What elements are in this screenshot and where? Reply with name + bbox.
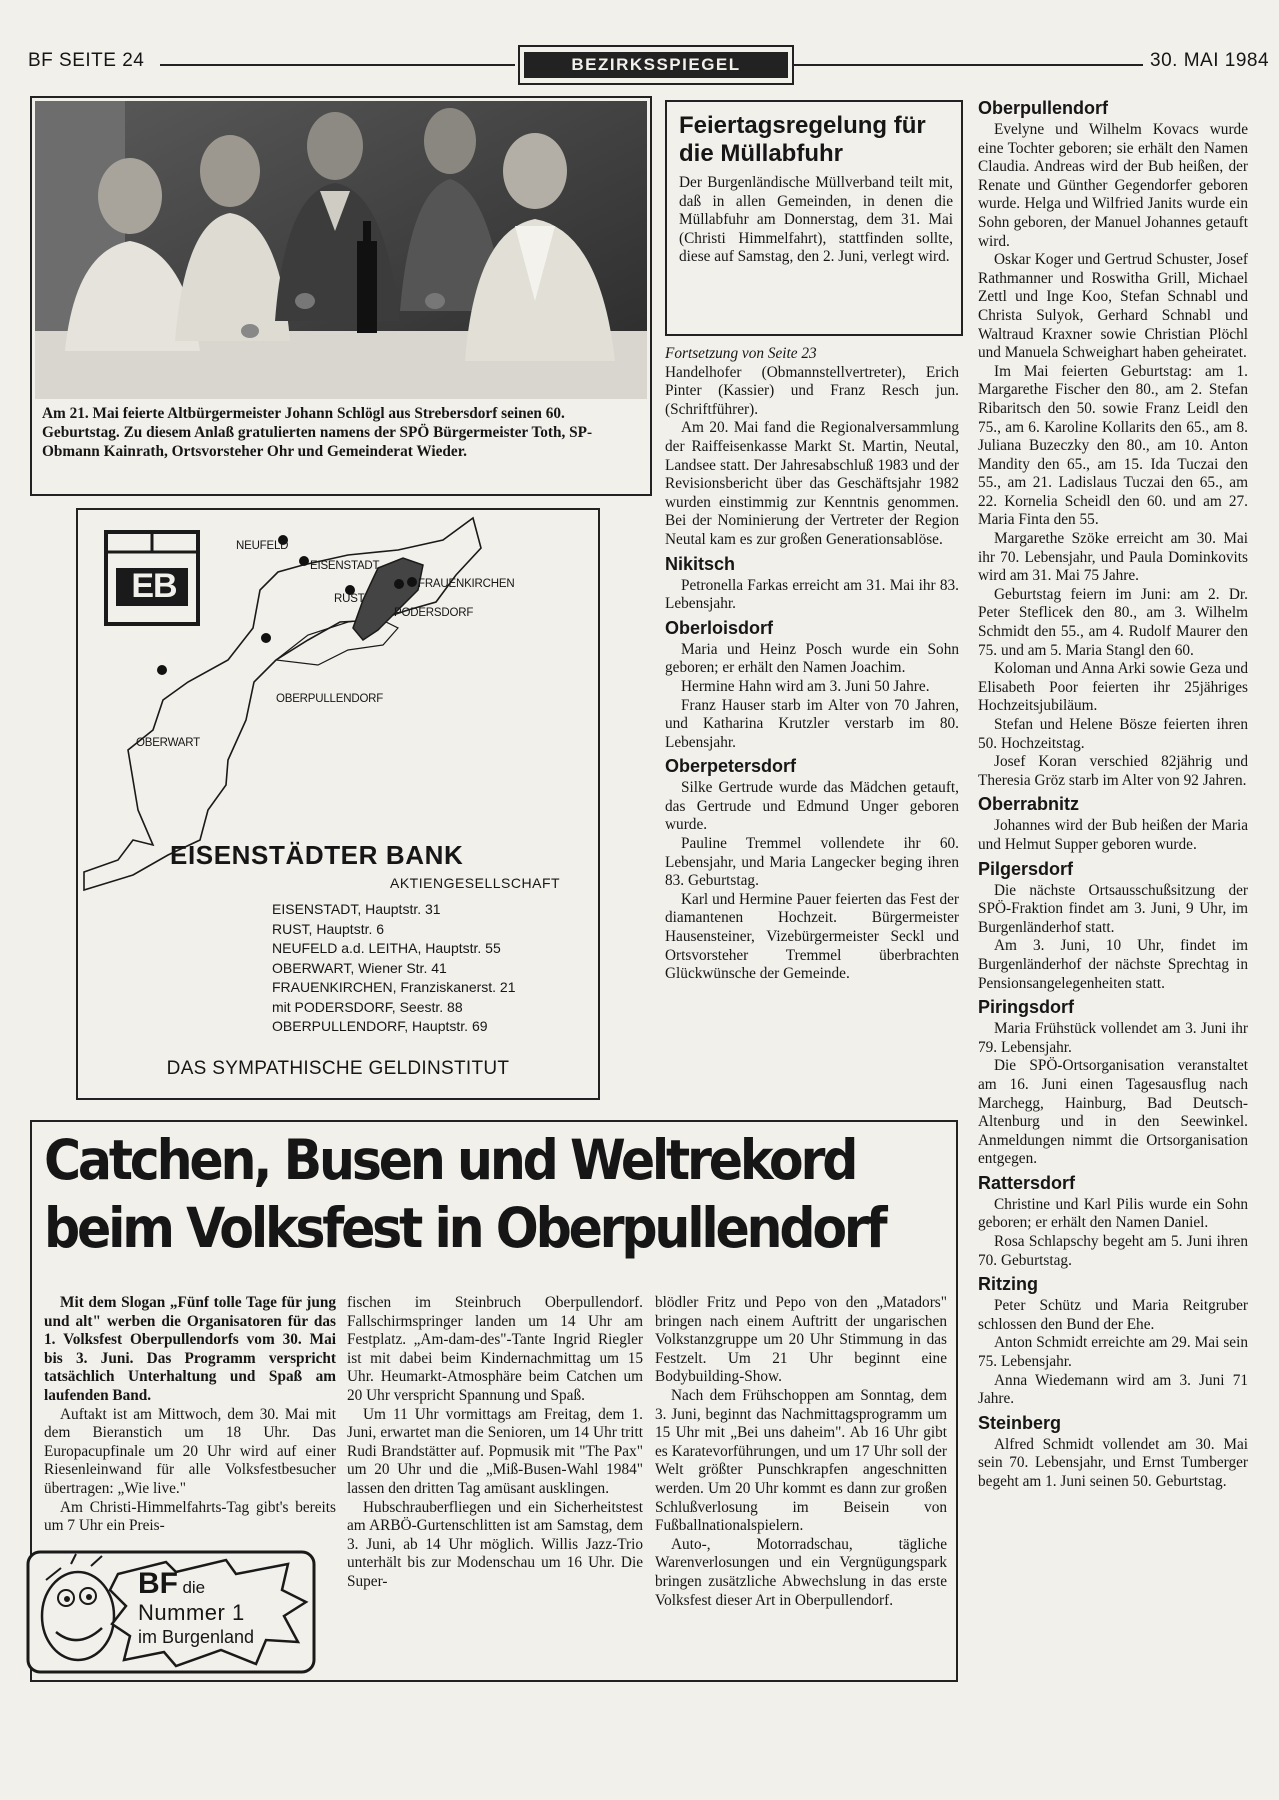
- paragraph: Die nächste Ortsausschußsitzung der SPÖ-Fraktion findet am 3. Juni, 9 Uhr, im Burgenländerhof statt.: [978, 881, 1248, 936]
- bank-address: OBERPULLENDORF, Hauptstr. 69: [272, 1018, 488, 1034]
- paragraph: Die SPÖ-Ortsorganisation veranstaltet am 16. Juni einen Tagesausflug nach Marchegg, Hainburg, Bad Deutsch-Altenburg und in den Seewinkel. Anmeldungen nimmt die Ortsorganisation entgegen.: [978, 1057, 1248, 1168]
- paragraph: Karl und Hermine Pauer feierten das Fest der diamantenen Hochzeit. Bürgermeister Hausensteiner, Vizebürgermeister Seckl und Ortsvorsteher Tremmel überbrachten Glückwünsche der Gemeinde.: [665, 890, 959, 983]
- paragraph: Anna Wiedemann wird am 3. Juni 71 Jahre.: [978, 1371, 1248, 1408]
- bank-slogan: DAS SYMPATHISCHE GELDINSTITUT: [166, 1058, 510, 1079]
- section-label-box: [518, 45, 794, 85]
- eb-logo: EB: [131, 566, 177, 605]
- feiertag-text: Der Burgenländische Müllverband teilt mit, daß in allen Gemeinden, in denen die Müllabfuhr am Donnerstag, dem 31. Mai (Christi Himmelfahrt), stattfinden sollte, diese auf Samstag, den 2. Juni, verlegt wird.: [679, 174, 953, 266]
- paragraph: Hermine Hahn wird am 3. Juni 50 Jahre.: [681, 677, 930, 695]
- paragraph: Josef Koran verschied 82jährig und Theresia Gröz starb im Alter von 92 Jahren.: [978, 753, 1248, 789]
- continuation-note: Fortsetzung von Seite 23: [665, 345, 817, 362]
- volksfest-article: [30, 1120, 958, 1682]
- heading-oberpetersdorf: Oberpetersdorf: [665, 756, 797, 777]
- article-headline: [44, 1126, 885, 1262]
- paragraph: Margarethe Szöke erreicht am 30. Mai ihr 70. Lebensjahr, und Paula Dominkovits wird am 31. Mai 75 Jahre.: [978, 530, 1248, 585]
- feiertag-notice: [665, 100, 963, 336]
- paragraph: Christine und Karl Pilis wurde ein Sohn geboren; er erhält den Namen Daniel.: [978, 1195, 1248, 1232]
- heading-oberrabnitz: Oberrabnitz: [978, 794, 1080, 815]
- right-column: [978, 94, 1248, 1492]
- map-labels: [78, 510, 598, 830]
- heading-nikitsch: Nikitsch: [665, 553, 736, 574]
- middle-column: [665, 345, 959, 984]
- header-rule-left: [160, 64, 515, 66]
- photo-caption: Am 21. Mai feierte Altbürgermeister Johann Schlögl aus Strebersdorf seinen 60. Geburtstag. Zu diesem Anlaß gratulierten namens der SPÖ Bürgermeister Toth, SP-Obmann Kainrath, Ortsvorsteher Ohr und Gemeinderat Wieder.: [42, 405, 593, 460]
- page-number: BF SEITE 24: [28, 50, 145, 71]
- city-oberwart: OBERWART: [136, 737, 201, 749]
- city-neufeld: NEUFELD: [236, 540, 289, 552]
- paragraph: Koloman und Anna Arki sowie Geza und Elisabeth Poor feierten ihr 25jähriges Hochzeitsjubiläum.: [978, 660, 1248, 715]
- heading-oberpullendorf: Oberpullendorf: [978, 98, 1108, 118]
- heading-ritzing: Ritzing: [978, 1274, 1038, 1295]
- bank-address: mit PODERSDORF, Seestr. 88: [272, 998, 463, 1015]
- paragraph: Peter Schütz und Maria Reitgruber schlossen den Bund der Ehe.: [978, 1297, 1248, 1333]
- paragraph: Im Mai feierten Geburtstag: am 1. Margarethe Fischer den 80., am 2. Stefan Ribaritsch den 50. sowie Franz Leidl den 75., am 6. Karoline Kollarits den 65., am 8. Juliana Buzeczky den 80., am 10. Anton Mandity den 65., am 15. Ida Tuczai den 55., am 21. Ladislaus Tuczai den 65., am 22. Kornelia Scheidl den 60. und am 27. Maria Finta den 55.: [978, 362, 1248, 529]
- paragraph: Auftakt ist am Mittwoch, dem 30. Mai mit dem Bieranstich um 18 Uhr. Das Europacupfinale um 20 Uhr wird auf einer Riesenleinwand für alle Volksfestbesucher übertragen: „Wie live.": [44, 1405, 336, 1497]
- bank-name: EISENSTÄDTER BANK: [170, 840, 464, 870]
- bank-address: OBERWART, Wiener Str. 41: [272, 959, 447, 976]
- birthday-photo: [35, 101, 647, 399]
- heading-oberloisdorf: Oberloisdorf: [665, 617, 774, 638]
- city-eisenstadt: EISENSTADT: [310, 560, 380, 572]
- bank-subtitle: AKTIENGESELLSCHAFT: [390, 875, 561, 891]
- paragraph: Pauline Tremmel vollendete ihr 60. Lebensjahr, und Maria Langecker beging ihren 83. Geburtstag.: [665, 835, 959, 890]
- paragraph: Geburtstag feiern im Juni: am 2. Dr. Peter Steflicek den 80., am 3. Wilhelm Schmidt den 55., am 4. Rudolf Maurer den 75. und am 5. Maria Stangl den 60.: [978, 585, 1248, 659]
- paragraph: Evelyne und Wilhelm Kovacs wurde eine Tochter geboren; sie erhält den Namen Claudia. Andreas wird der Bub heißen, der Renate und Günther Gegendorfer geboren wurde. Helga und Wilfried Janits wurde ein Sohn geboren, der Manuel Johannes getauft wird.: [978, 121, 1248, 250]
- headline-line-1: Catchen, Busen und Weltrekord: [44, 1128, 856, 1192]
- paragraph: Am 20. Mai fand die Regionalversammlung der Raiffeisenkasse Markt St. Martin, Neutal, Landsee statt. Der Jahresabschluß 1983 und der Revisionsbericht über das Geschäftsjahr 1982 wurden einstimmig zur Kenntnis genommen. Bei der Nominierung der Vertreter der Region Neutal kam es zur großen Generationsablöse.: [665, 419, 959, 548]
- paragraph: Handelhofer (Obmannstellvertreter), Erich Pinter (Kassier) und Franz Resch jun. (Schriftführer).: [665, 363, 959, 418]
- photo-box: [30, 96, 652, 496]
- bank-address: EISENSTADT, Hauptstr. 31: [272, 901, 441, 917]
- bank-advertisement: [76, 508, 600, 1100]
- section-label: BEZIRKSSPIEGEL: [524, 52, 788, 78]
- paragraph: Stefan und Helene Bösze feierten ihren 50. Hochzeitstag.: [978, 716, 1248, 752]
- paragraph: Rosa Schlapschy begeht am 5. Juni ihren 70. Geburtstag.: [978, 1233, 1248, 1269]
- paragraph: Um 11 Uhr vormittags am Freitag, dem 1. Juni, erwartet man die Senioren, um 14 Uhr tritt Rudi Brandstätter auf. Popmusik mit "The Pax" um 20 Uhr und die „Miß-Busen-Wahl 1984" lassen den dritten Tag amüsant ausklingen.: [347, 1405, 643, 1497]
- article-column-2: [347, 1294, 643, 1592]
- paragraph: Nach dem Frühschoppen am Sonntag, dem 3. Juni, beginnt das Nachmittagsprogramm um 15 Uhr mit „Bei uns daheim". Ab 16 Uhr gibt es Karatevorführungen, und um 17 Uhr soll der Welt größter Punschkrapfen angeschnitten werden. Um 20 Uhr kommt es dann zur großen Schlußverlosung im Beisein von Fußballnationalspielern.: [655, 1386, 947, 1535]
- bf-die-text: die: [182, 1578, 206, 1597]
- paragraph: Auto-, Motorradschau, tägliche Warenverlosungen und ein Vergnügungspark bringen zusätzliche Abwechslung in das erste Volksfest dieser Art in Oberpullendorf.: [655, 1535, 947, 1609]
- article-column-1: [44, 1294, 336, 1536]
- paragraph: Hubschrauberfliegen und ein Sicherheitstest am ARBÖ-Gurtenschlitten ist am Samstag, dem 3. Juni, ab 14 Uhr möglich. Willis Jazz-Trio unterhält bis zur Modenschau um 16 Uhr. Die Super-: [347, 1498, 643, 1590]
- issue-date: 30. MAI 1984: [1150, 50, 1270, 71]
- paragraph: Am 3. Juni, 10 Uhr, findet im Burgenländerhof der nächste Sprechtag in Pensionsangelegenheiten statt.: [978, 937, 1248, 992]
- bank-address: RUST, Hauptstr. 6: [272, 920, 385, 937]
- city-oberpullendorf: OBERPULLENDORF: [276, 693, 384, 705]
- paragraph: Maria Frühstück vollendet am 3. Juni ihr 79. Lebensjahr.: [978, 1020, 1248, 1056]
- feiertag-title: Feiertagsregelung für die Müllabfuhr: [679, 112, 926, 167]
- paragraph: Anton Schmidt erreichte am 29. Mai sein 75. Lebensjahr.: [978, 1334, 1248, 1371]
- city-rust: RUST: [334, 593, 365, 605]
- article-lead: Mit dem Slogan „Fünf tolle Tage für jung und alt" werben die Organisatoren für das 1. Volksfest Oberpullendorfs vom 30. Mai bis 3. Juni. Das Programm verspricht tatsächlich Unterhaltung und Spaß am laufenden Band.: [44, 1294, 336, 1404]
- header-rule-right: [793, 64, 1143, 66]
- bank-address: NEUFELD a.d. LEITHA, Hauptstr. 55: [272, 940, 501, 956]
- paragraph: Alfred Schmidt vollendet am 30. Mai sein 70. Lebensjahr, und Ernst Tumberger begeht am 1. Juni seinen 50. Geburtstag.: [978, 1435, 1248, 1490]
- bf-badge: [26, 1550, 316, 1674]
- city-podersdorf: PODERSDORF: [394, 607, 474, 619]
- bf-region: im Burgenland: [138, 1627, 255, 1647]
- heading-rattersdorf: Rattersdorf: [978, 1172, 1076, 1193]
- paragraph: fischen im Steinbruch Oberpullendorf. Fallschirmspringer landen um 14 Uhr am Festplatz. „Am-dam-des"-Tante Ingrid Riegler ist mit dabei beim Kindernachmittag um 15 Uhr. Heumarkt-Atmosphäre beim Catchen um 20 Uhr verspricht Spannung und Spaß.: [347, 1294, 643, 1404]
- headline-line-2: beim Volksfest in Oberpullendorf: [44, 1196, 885, 1260]
- paragraph: Maria und Heinz Posch wurde ein Sohn geboren; er erhält den Namen Joachim.: [665, 640, 959, 677]
- bank-address: FRAUENKIRCHEN, Franziskanerst. 21: [272, 979, 516, 995]
- paragraph: Franz Hauser starb im Alter von 70 Jahren, und Katharina Krutzler verstarb im 80. Lebensjahr.: [665, 696, 959, 751]
- heading-steinberg: Steinberg: [978, 1412, 1062, 1433]
- paragraph: Johannes wird der Bub heißen der Maria und Helmut Supper geboren wurde.: [978, 817, 1248, 853]
- paragraph: blödler Fritz und Pepo von den „Matadors" bringen nach einem Auftritt der ungarischen Volkstanzgruppe um 20 Uhr Stimmung in das Festzelt. Um 21 Uhr beginnt eine Bodybuilding-Show.: [655, 1294, 947, 1386]
- bf-badge-text: [138, 1568, 318, 1648]
- paragraph: Oskar Koger und Gertrud Schuster, Josef Rathmanner und Roswitha Grill, Michael Zettl und Inge Koo, Stefan Schnabl und Christa Sulyok, Gerhard Schnabl und Waltraud Kraxner sowie Christian Plöchl und Manuela Schweighart haben geheiratet.: [978, 251, 1248, 362]
- heading-piringsdorf: Piringsdorf: [978, 997, 1075, 1018]
- bf-logo-text: BF: [138, 1567, 178, 1600]
- city-frauenkirchen: FRAUENKIRCHEN: [418, 578, 515, 590]
- bf-number-one: Nummer 1: [138, 1600, 245, 1625]
- article-column-3: [655, 1294, 947, 1610]
- bank-addresses: [272, 900, 592, 1037]
- paragraph: Petronella Farkas erreicht am 31. Mai ihr 83. Lebensjahr.: [665, 576, 959, 613]
- paragraph: Am Christi-Himmelfahrts-Tag gibt's bereits um 7 Uhr ein Preis-: [44, 1498, 336, 1535]
- paragraph: Silke Gertrude wurde das Mädchen getauft, das Gertrude und Edmund Unger geboren wurde.: [665, 779, 959, 834]
- heading-pilgersdorf: Pilgersdorf: [978, 858, 1074, 879]
